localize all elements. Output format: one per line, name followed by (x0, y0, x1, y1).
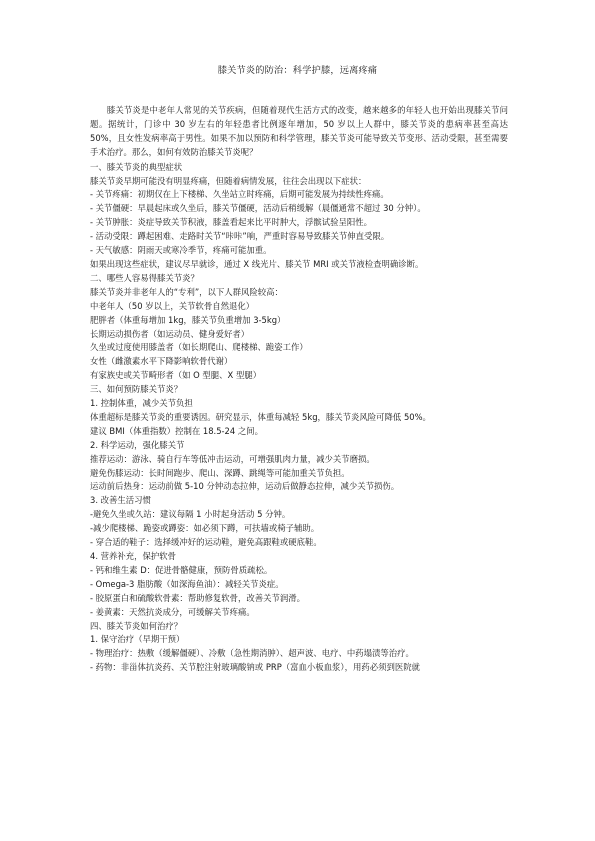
list-item: -避免久坐或久站：建议每隔 1 小时起身活动 5 分钟。 (90, 509, 291, 520)
list-item: - 胶原蛋白和硫酸软骨素：帮助修复软骨，改善关节润滑。 (90, 592, 306, 603)
list-item: 久坐或过度使用膝盖者（如长期爬山、爬楼梯、跪姿工作） (90, 342, 308, 353)
body-line: 膝关节炎早期可能没有明显疼痛，但随着病情发展，往往会出现以下症状： (90, 175, 367, 186)
document-body (90, 104, 508, 675)
body-line: 避免伤膝运动：长时间跑步、爬山、深蹲、跳绳等可能加重关节负担。 (90, 467, 350, 478)
list-item: - 活动受限：蹲起困难、走路时关节“咔咔”响，严重时容易导致膝关节伸直受限。 (90, 231, 390, 242)
subheading: 4. 营养补充，保护软骨 (90, 551, 177, 561)
document-title: 膝关节炎的防治：科学护膝，远离疼痛 (217, 65, 378, 76)
list-item: - Omega-3 脂肪酸（如深海鱼油）：减轻关节炎症。 (90, 578, 284, 589)
body-line: 推荐运动：游泳、骑自行车等低冲击运动，可增强肌肉力量，减少关节磨损。 (90, 453, 375, 464)
body-line: 建议 BMI（体重指数）控制在 18.5-24 之间。 (90, 425, 264, 436)
subheading: 1. 保守治疗（早期干预） (90, 634, 185, 645)
intro-paragraph: 膝关节炎是中老年人常见的关节疾病，但随着现代生活方式的改变，越来越多的年轻人也开始出现膝关节问题。据统计，门诊中 30 岁左右的年轻患者比例逐年增加，50 岁以上人群中，膝关节炎的患病率甚至高达 50%，且女性发病率高于男性。如果不加以预防和科学管理，膝关节炎可能导致关节变形、活动受限，甚至需要手术治疗。那么，如何有效防治膝关节炎呢？ (90, 105, 508, 157)
body-line: 体重超标是膝关节炎的重要诱因。研究显示，体重每减轻 5kg，膝关节炎风险可降低 50%。 (90, 411, 431, 422)
list-item: 长期运动损伤者（如运动员、健身爱好者） (90, 328, 250, 339)
list-item: - 姜黄素：天然抗炎成分，可缓解关节疼痛。 (90, 606, 255, 617)
list-item: - 关节疼痛：初期仅在上下楼梯、久坐站立时疼痛，后期可能发展为持续性疼痛。 (90, 189, 389, 200)
list-item: - 关节僵硬：早晨起床或久坐后，膝关节僵硬，活动后稍缓解（晨僵通常不超过 30 分钟）。 (90, 203, 426, 214)
list-item: - 关节肿胀：炎症导致关节积液，膝盖看起来比平时肿大，浮髌试验呈阳性。 (90, 217, 373, 228)
section-heading-symptoms: 一、膝关节炎的典型症状 (90, 161, 183, 172)
list-item: - 穿合适的鞋子：选择缓冲好的运动鞋，避免高跟鞋或硬底鞋。 (90, 537, 322, 548)
subheading: 1. 控制体重，减少关节负担 (90, 398, 193, 409)
list-item: -减少爬楼梯、跪姿或蹲姿：如必须下蹲，可扶墙或椅子辅助。 (90, 523, 320, 534)
list-item: 中老年人（50 岁以上，关节软骨自然退化） (90, 300, 255, 311)
list-item: 女性（雌激素水平下降影响软骨代谢） (90, 356, 233, 367)
subheading: 3. 改善生活习惯 (90, 495, 151, 506)
body-line: 运动前后热身：运动前做 5-10 分钟动态拉伸，运动后做静态拉伸，减少关节损伤。 (90, 481, 400, 492)
body-line: 膝关节炎并非老年人的“专利”，以下人群风险较高： (90, 286, 283, 297)
section-heading-risk-groups: 二、哪些人容易得膝关节炎？ (90, 272, 199, 283)
list-item: - 天气敏感：阴雨天或寒冷季节，疼痛可能加重。 (90, 245, 272, 256)
subheading: 2. 科学运动，强化膝关节 (90, 439, 185, 450)
body-line: 如果出现这些症状，建议尽早就诊，通过 X 线光片、膝关节 MRI 或关节液检查明确诊断。 (90, 258, 424, 269)
list-item: - 药物：非甾体抗炎药、关节腔注射玻璃酸钠或 PRP（富血小板血浆），用药必须到医院就 (90, 662, 420, 673)
list-item: 有家族史或关节畸形者（如 O 型腿、X 型腿） (90, 370, 262, 381)
section-heading-prevention: 三、如何预防膝关节炎？ (90, 384, 183, 395)
list-item: - 物理治疗：热敷（缓解僵硬）、冷敷（急性期消肿）、超声波、电疗、中药塌渍等治疗。 (90, 648, 414, 659)
section-heading-treatment: 四、膝关节炎如何治疗？ (90, 620, 183, 631)
list-item: 肥胖者（体重每增加 1kg，膝关节负重增加 3-5kg） (90, 314, 286, 325)
list-item: - 钙和维生素 D：促进骨骼健康，预防骨质疏松。 (90, 564, 273, 575)
